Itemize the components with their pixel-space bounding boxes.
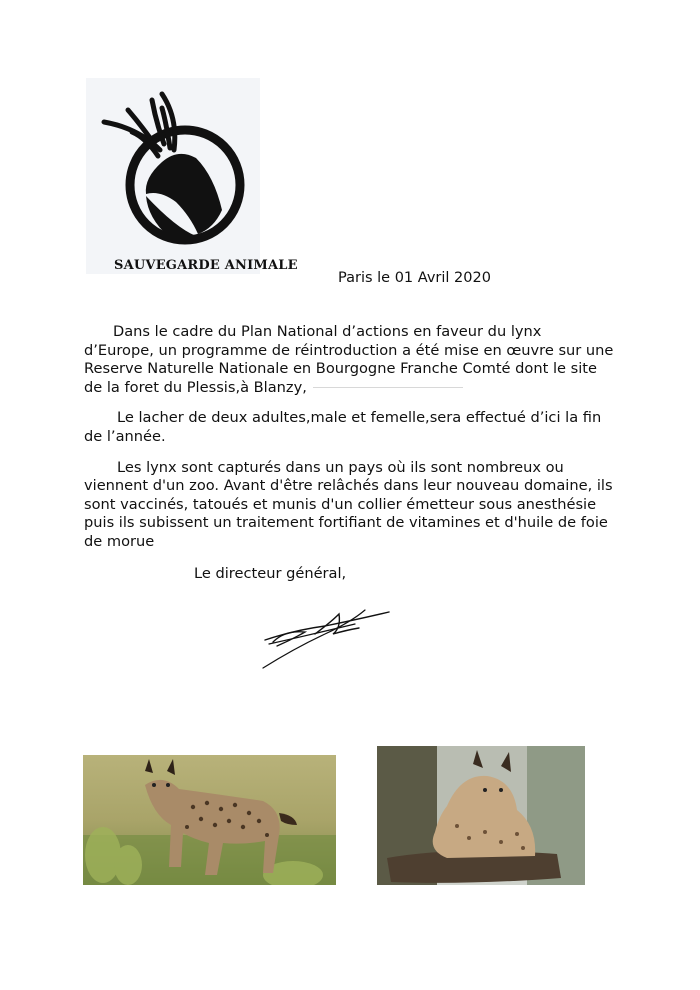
paragraph-3: Les lynx sont capturés dans un pays où ils sont nombreux ou viennent d'un zoo. Avant d'être relâchés dans leur nouveau domaine, ils sont vaccinés, tatoués et munis d'un collier émetteur sous anesthésie puis ils subissent un traitement fortifiant de vitamines et d'huile de foie de morue xyxy=(84,458,613,550)
paragraph-2: Le lacher de deux adultes,male et femelle,sera effectué d’ici la fin de l’année. xyxy=(84,409,602,445)
lynx-lying-on-log-photo xyxy=(377,746,585,885)
organization-logo xyxy=(86,78,298,274)
paragraph-1: Dans le cadre du Plan National d’actions en faveur du lynx d’Europe, un programme de réintroduction a été mise en œuvre sur une Reserve Naturelle Nationale en Bourgogne Franche Comté dont le site de la foret du Plessis,à Blanzy, xyxy=(84,323,614,396)
lynx-standing-photo xyxy=(83,755,336,885)
logo-text: SAUVEGARDE ANIMALE xyxy=(114,258,298,273)
deer-head-circle-icon xyxy=(86,78,260,258)
letter-body xyxy=(84,323,614,564)
letter-date: Paris le 01 Avril 2020 xyxy=(338,270,491,286)
handwritten-signature xyxy=(255,600,395,679)
signoff: Le directeur général, xyxy=(194,565,347,582)
